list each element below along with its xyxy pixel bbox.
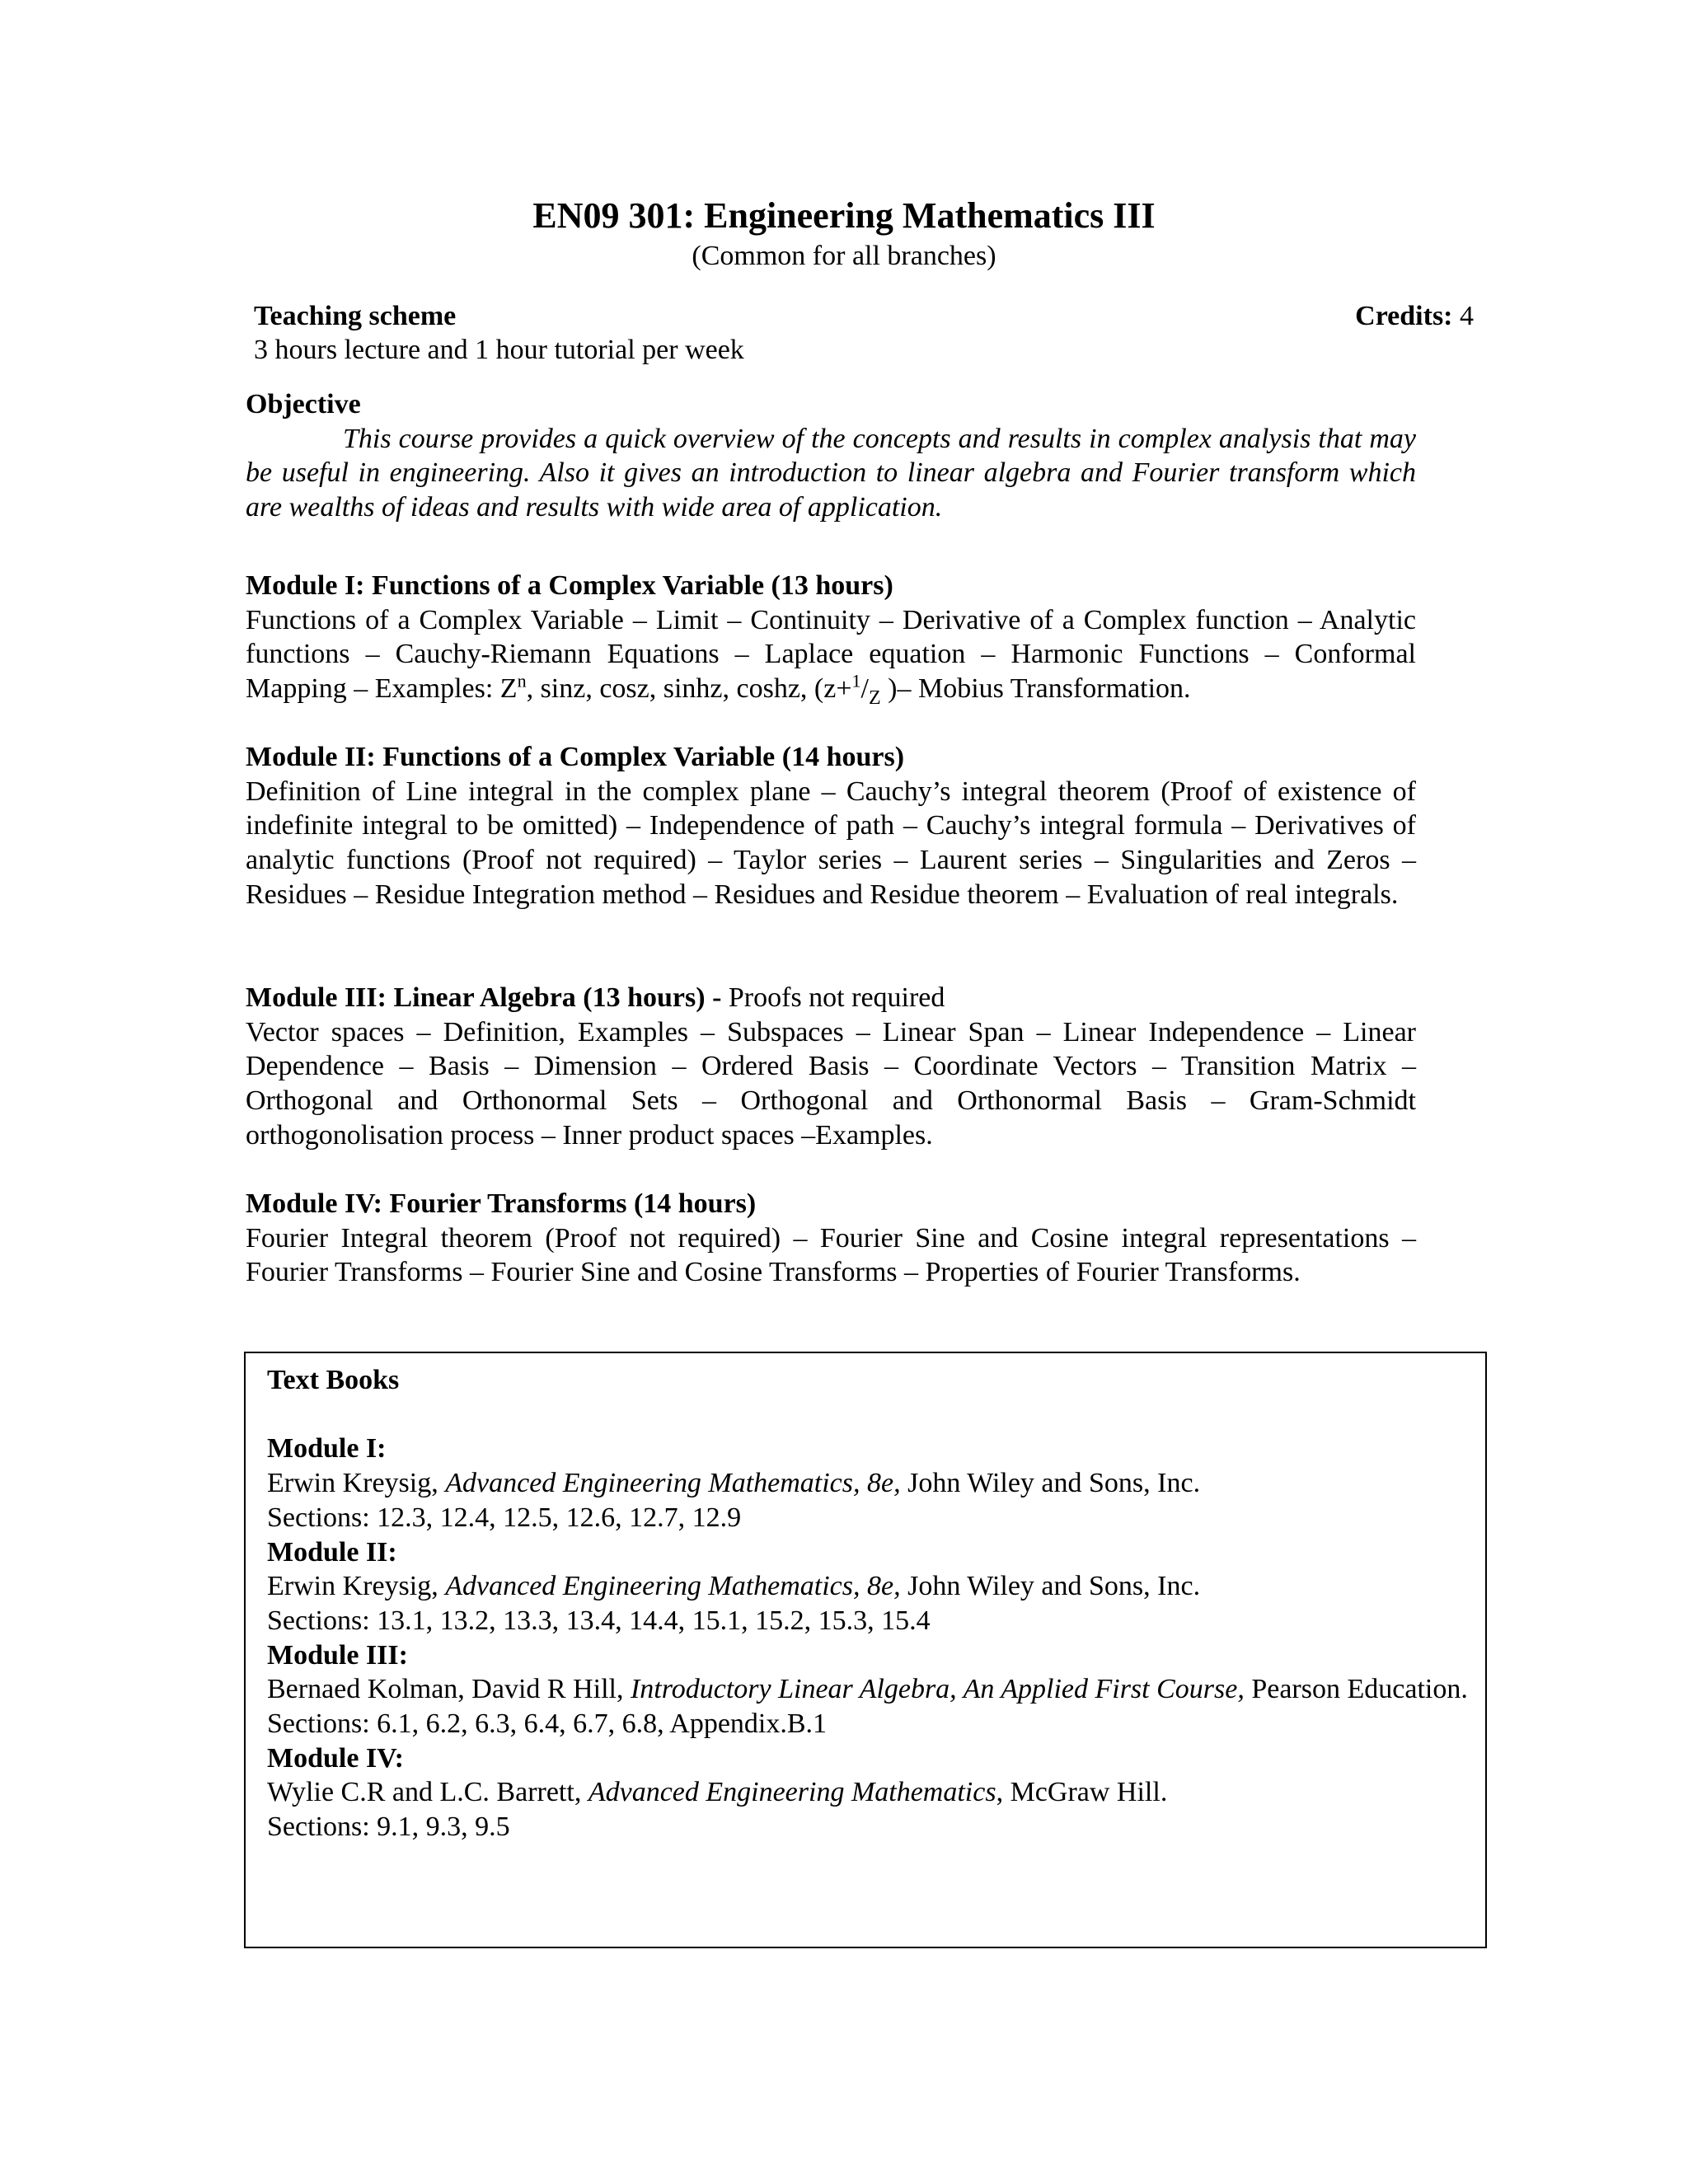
module-2-text: Definition of Line integral in the complex plane – Cauchy’s integral theorem (Proof of existence of indefinite integral to be omitted) – Independence of path – Cauchy’s integral formula – Derivatives of analytic functions (Proof not required) – Taylor series – Laurent series – Singularities and Zeros – Residues – Residue Integration method – Residues and Residue theorem – Evaluation of real integrals. [246,776,1416,910]
module-3-section [246,981,1416,1153]
course-subtitle: (Common for all branches) [692,241,996,271]
textbook-citation [267,1569,1469,1604]
module-1-section [246,569,1416,709]
module-1-text-end: )– Mobius Transformation. [880,673,1191,705]
textbook-title: Advanced Engineering Mathematics, 8e, [445,1571,901,1602]
textbook-publisher: , McGraw Hill. [996,1777,1168,1808]
module-heading: Module IV: Fourier Transforms (14 hours) [246,1188,757,1219]
textbook-entry [267,1535,1469,1638]
textbook-author: Erwin Kreysig, [267,1468,446,1499]
teaching-hours: 3 hours lecture and 1 hour tutorial per week [254,335,744,365]
spacer [267,1398,1469,1432]
module-1-text-mid: , sinz, cosz, sinhz, coshz, (z+ [526,673,852,705]
objective-heading: Objective [246,389,361,419]
textbook-module-label: Module I: [267,1433,387,1465]
textbook-citation [267,1672,1469,1707]
textbook-module-label: Module III: [267,1639,408,1671]
textbook-author: Wylie C.R and L.C. Barrett, [267,1777,588,1808]
textbook-citation [267,1775,1469,1810]
module-3-text: Vector spaces – Definition, Examples – Subspaces – Linear Span – Linear Independence – Linear Dependence – Basis – Dimension – Ordered Basis – Coordinate Vectors – Transition Matrix – Orthogonal and Orthonormal Sets – Orthogonal and Orthonormal Basis – Gram-Schmidt orthogonolisation process – Inner product spaces –Examples. [246,1016,1416,1151]
textbooks-content [267,1363,1469,1844]
superscript-n: n [517,670,527,691]
textbook-module-label: Module IV: [267,1742,404,1774]
module-2-section [246,740,1416,912]
module-4-section [246,1187,1416,1290]
textbooks-box [244,1352,1487,1948]
textbook-publisher: John Wiley and Sons, Inc. [900,1571,1201,1602]
textbook-author: Erwin Kreysig, [267,1571,446,1602]
superscript-1: 1 [851,670,861,691]
credits-value: 4 [1452,301,1474,331]
module-heading: Module I: Functions of a Complex Variable (13 hours) [246,570,893,601]
textbook-author: Bernaed Kolman, David R Hill, [267,1674,631,1705]
module-heading: Module II: Functions of a Complex Variable (14 hours) [246,742,905,772]
fraction-slash: / [860,673,869,705]
textbook-citation [267,1466,1469,1501]
textbook-sections: Sections: 6.1, 6.2, 6.3, 6.4, 6.7, 6.8, Appendix.B.1 [267,1708,828,1740]
objective-text: This course provides a quick overview of the concepts and results in complex analysis that may be useful in engineering. Also it gives an introduction to linear algebra and Fourier transform which are wealths of ideas and results with wide area of application. [246,423,1416,523]
course-title: EN09 301: Engineering Mathematics III [532,195,1156,236]
module-3-heading-line [246,981,1416,1015]
teaching-scheme-row [254,298,1474,335]
module-1-text [246,603,1416,709]
textbook-sections: Sections: 13.1, 13.2, 13.3, 13.4, 14.4, 15.1, 15.2, 15.3, 15.4 [267,1605,931,1636]
textbook-publisher: John Wiley and Sons, Inc. [900,1468,1201,1499]
credits [1355,298,1474,335]
textbook-sections: Sections: 12.3, 12.4, 12.5, 12.6, 12.7, 12.9 [267,1502,742,1533]
textbook-title: Advanced Engineering Mathematics [588,1777,996,1808]
credits-label: Credits: [1355,301,1453,331]
objective-section [246,387,1416,525]
module-1-text-start: Functions of a Complex Variable – Limit – Continuity – Derivative of a Complex function – Analytic functions – Cauchy-Riemann Equations – Laplace equation – Harmonic Functions – Conformal Mapping – Examples: Z [246,604,1416,705]
textbook-publisher: Pearson Education. [1244,1674,1468,1705]
textbooks-heading: Text Books [267,1365,400,1395]
teaching-scheme-label: Teaching scheme [254,301,457,331]
textbook-entry [267,1432,1469,1535]
textbook-title: Introductory Linear Algebra, An Applied First Course, [630,1674,1245,1705]
textbook-entry [267,1638,1469,1741]
module-4-text: Fourier Integral theorem (Proof not required) – Fourier Sine and Cosine integral representations – Fourier Transforms – Fourier Sine and Cosine Transforms – Properties of Fourier Transforms. [246,1222,1416,1288]
module-heading-note: Proofs not required [721,982,945,1013]
textbook-entry [267,1741,1469,1844]
textbook-module-label: Module II: [267,1536,397,1568]
textbook-sections: Sections: 9.1, 9.3, 9.5 [267,1811,510,1843]
subscript-z: Z [868,687,881,709]
module-heading: Module III: Linear Algebra (13 hours) - [246,982,722,1013]
textbook-title: Advanced Engineering Mathematics, 8e, [445,1468,901,1499]
